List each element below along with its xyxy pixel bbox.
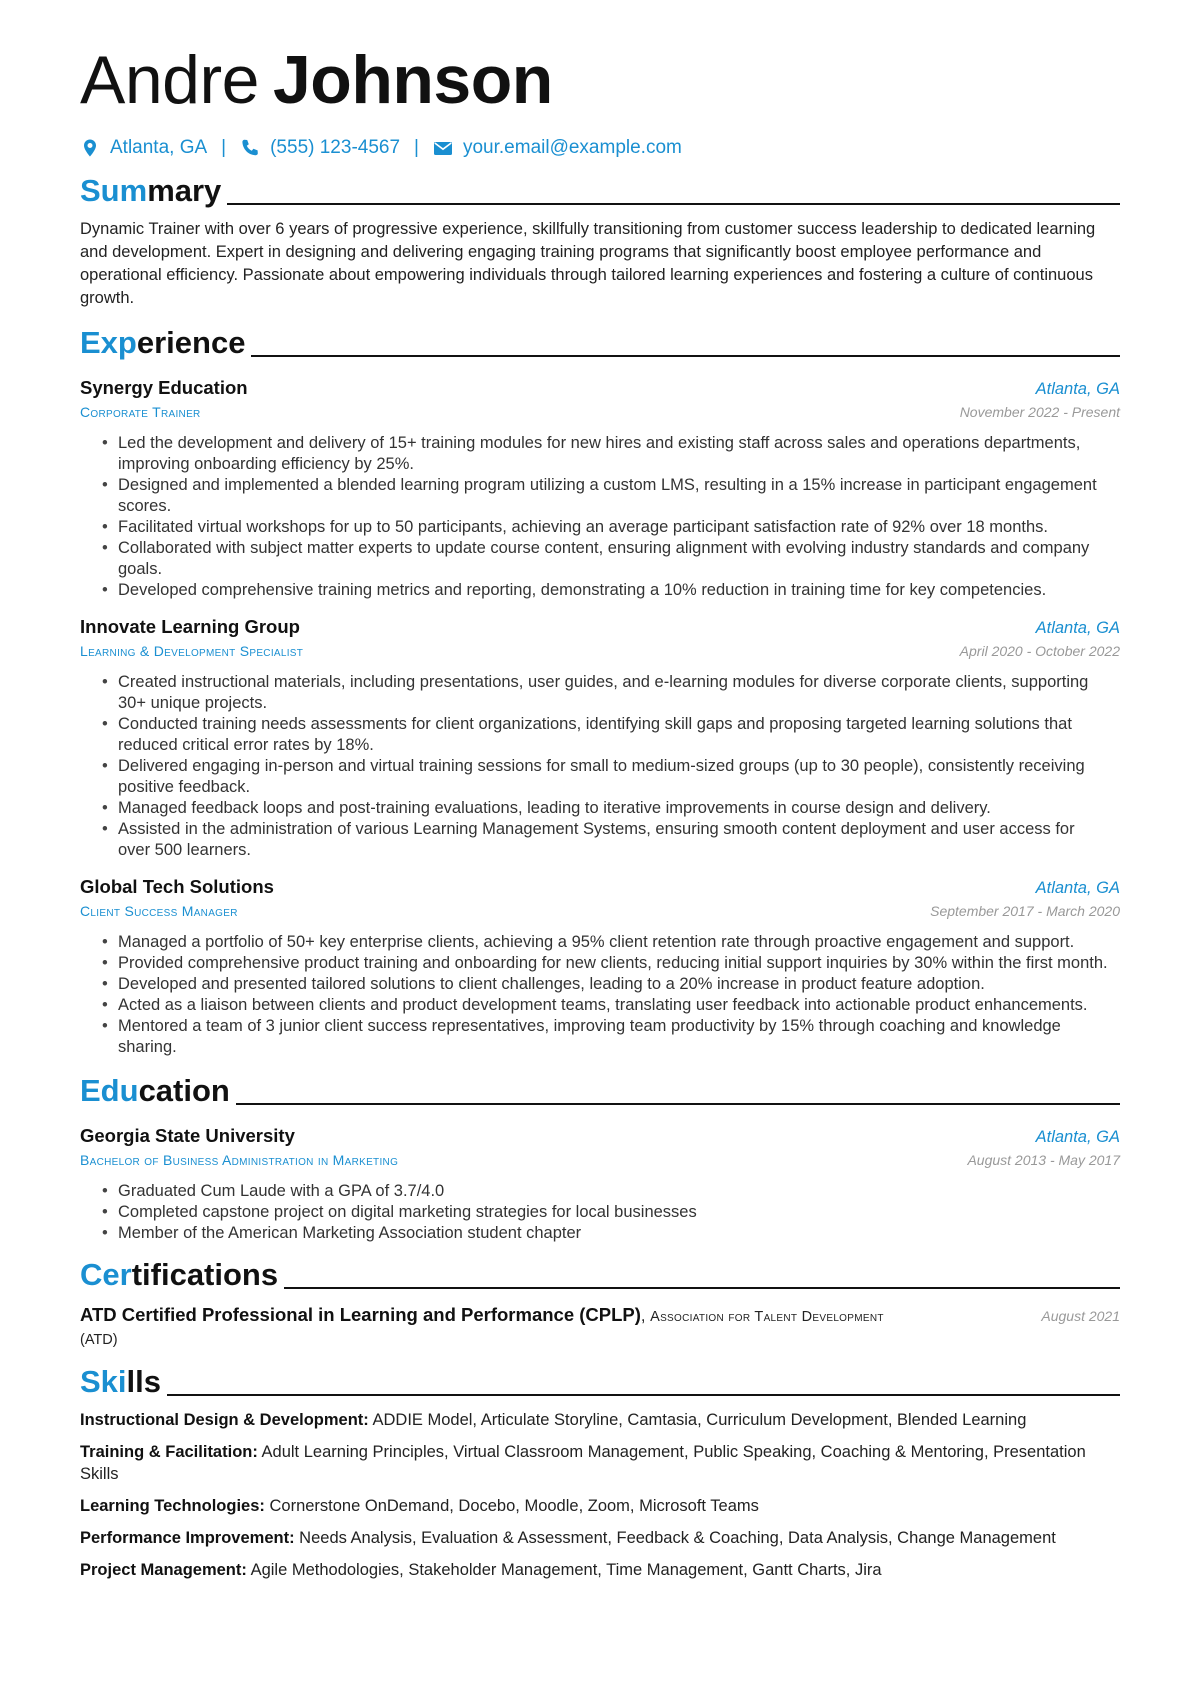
envelope-icon xyxy=(433,138,453,158)
job-title: Client Success Manager xyxy=(80,903,238,919)
job-dates: September 2017 - March 2020 xyxy=(930,903,1120,919)
contact-separator: | xyxy=(414,137,419,158)
skill-category: Training & Facilitation: xyxy=(80,1443,258,1461)
skill-category: Performance Improvement: xyxy=(80,1529,295,1547)
skill-category: Instructional Design & Development: xyxy=(80,1411,369,1429)
contact-email[interactable] xyxy=(433,137,682,159)
location-text: Atlanta, GA xyxy=(110,137,208,158)
contact-location xyxy=(80,137,207,159)
list-item: • Collaborated with subject matter experts to update course content, ensuring alignment with evolving industry standards and company goals. xyxy=(118,538,1120,580)
list-item: • Managed feedback loops and post-training evaluations, leading to iterative improvements in course design and delivery. xyxy=(118,798,1120,819)
candidate-name xyxy=(80,40,1120,120)
list-item: • Graduated Cum Laude with a GPA of 3.7/4.0 xyxy=(118,1181,1120,1202)
job-location: Atlanta, GA xyxy=(1035,380,1120,398)
job-company: Synergy Education xyxy=(80,377,248,398)
list-item: • Developed and presented tailored solutions to client challenges, leading to a 20% increase in product feature adoption. xyxy=(118,974,1120,995)
job-location: Atlanta, GA xyxy=(1035,879,1120,897)
contact-info xyxy=(80,134,1120,162)
list-item: • Facilitated virtual workshops for up to 50 participants, achieving an average participant satisfaction rate of 92% over 18 months. xyxy=(118,517,1120,538)
certifications-heading: Certifications xyxy=(80,1252,1120,1294)
certification-issuer-abbr: (ATD) xyxy=(80,1332,118,1348)
skill-row xyxy=(80,1441,1120,1485)
job-title: Learning & Development Specialist xyxy=(80,643,304,659)
skill-row xyxy=(80,1409,1120,1431)
section-divider xyxy=(167,1394,1120,1396)
list-item: • Member of the American Marketing Association student chapter xyxy=(118,1223,1120,1244)
job-company: Innovate Learning Group xyxy=(80,616,300,637)
phone-icon xyxy=(240,138,260,158)
skill-values: Cornerstone OnDemand, Docebo, Moodle, Zoom, Microsoft Teams xyxy=(269,1497,759,1515)
contact-phone[interactable] xyxy=(240,137,400,159)
list-item: • Provided comprehensive product training and onboarding for new clients, reducing initial support inquiries by 30% within the first month. xyxy=(118,953,1120,974)
certification-entry: ATD Certified Professional in Learning and Performance (CPLP), Association for Talent Development (ATD) August 2021 xyxy=(80,1304,1120,1348)
list-item: • Designed and implemented a blended learning program utilizing a custom LMS, resulting in a 15% increase in participant engagement scores. xyxy=(118,475,1120,517)
job-bullets xyxy=(80,433,1120,601)
list-item: • Led the development and delivery of 15+ training modules for new hires and existing staff across sales and operations departments, improving onboarding efficiency by 25%. xyxy=(118,433,1120,475)
education-heading: Education xyxy=(80,1068,1120,1110)
skill-category: Learning Technologies: xyxy=(80,1497,265,1515)
skill-row xyxy=(80,1495,1120,1517)
education-bullets xyxy=(80,1181,1120,1244)
list-item: • Managed a portfolio of 50+ key enterprise clients, achieving a 95% client retention rate through proactive engagement and support. xyxy=(118,932,1120,953)
job-bullets xyxy=(80,672,1120,861)
list-item: • Completed capstone project on digital marketing strategies for local businesses xyxy=(118,1202,1120,1223)
job-location: Atlanta, GA xyxy=(1035,619,1120,637)
certification-date: August 2021 xyxy=(1041,1308,1120,1324)
map-pin-icon xyxy=(80,138,100,158)
resume-content xyxy=(80,40,1120,1581)
job-entry xyxy=(80,615,1120,861)
job-title: Corporate Trainer xyxy=(80,404,201,420)
section-divider xyxy=(236,1103,1120,1105)
skills-heading: Skills xyxy=(80,1359,1120,1401)
skill-category: Project Management: xyxy=(80,1561,247,1579)
list-item: • Mentored a team of 3 junior client success representatives, improving team productivity by 15% through coaching and knowledge sharing. xyxy=(118,1016,1120,1058)
certification-issuer: Association for Talent Development xyxy=(650,1309,884,1325)
education-entry xyxy=(80,1124,1120,1244)
experience-heading: Experience xyxy=(80,320,1120,362)
contact-separator: | xyxy=(221,137,227,158)
school-location: Atlanta, GA xyxy=(1035,1128,1120,1146)
education-dates: August 2013 - May 2017 xyxy=(967,1152,1120,1168)
email-link[interactable]: your.email@example.com xyxy=(462,137,682,158)
degree-title: Bachelor of Business Administration in Marketing xyxy=(80,1152,399,1168)
list-item: • Conducted training needs assessments for client organizations, identifying skill gaps and proposing targeted learning solutions that reduced critical error rates by 18%. xyxy=(118,714,1120,756)
job-company: Global Tech Solutions xyxy=(80,876,274,897)
job-bullets xyxy=(80,932,1120,1058)
phone-text: (555) 123-4567 xyxy=(270,137,401,158)
skill-values: Needs Analysis, Evaluation & Assessment, Feedback & Coaching, Data Analysis, Change Management xyxy=(299,1529,1056,1547)
job-entry xyxy=(80,875,1120,1058)
section-divider xyxy=(251,355,1120,357)
skill-values: ADDIE Model, Articulate Storyline, Camtasia, Curriculum Development, Blended Learning xyxy=(372,1411,1027,1429)
first-name: Andre xyxy=(80,42,259,118)
list-item: • Assisted in the administration of various Learning Management Systems, ensuring smooth content deployment and user access for over 500 learners. xyxy=(118,819,1120,861)
job-dates: April 2020 - October 2022 xyxy=(959,643,1120,659)
list-item: • Acted as a liaison between clients and product development teams, translating user feedback into actionable product enhancements. xyxy=(118,995,1120,1016)
job-entry xyxy=(80,376,1120,601)
skill-values: Agile Methodologies, Stakeholder Management, Time Management, Gantt Charts, Jira xyxy=(250,1561,882,1579)
skill-row xyxy=(80,1559,1120,1581)
list-item: • Developed comprehensive training metrics and reporting, demonstrating a 10% reduction in training time for key competencies. xyxy=(118,580,1120,601)
summary-text: Dynamic Trainer with over 6 years of progressive experience, skillfully transitioning from customer success leadership to dedicated learning and development. Expert in designing and delivering engaging training programs that significantly boost employee performance and operational efficiency. Passionate about empowering individuals through tailored learning experiences and fostering a culture of continuous growth. xyxy=(80,220,1096,307)
last-name: Johnson xyxy=(272,42,553,118)
section-divider xyxy=(284,1287,1120,1289)
section-divider xyxy=(227,203,1120,205)
skill-row xyxy=(80,1527,1120,1549)
summary-heading: Summary xyxy=(80,168,1120,210)
school-name: Georgia State University xyxy=(80,1125,295,1146)
job-dates: November 2022 - Present xyxy=(959,404,1120,420)
skill-values: Adult Learning Principles, Virtual Classroom Management, Public Speaking, Coaching & Mentoring, Presentation Skills xyxy=(80,1443,1086,1483)
list-item: • Created instructional materials, including presentations, user guides, and e-learning modules for diverse corporate clients, supporting 30+ unique projects. xyxy=(118,672,1120,714)
certification-name: ATD Certified Professional in Learning and Performance (CPLP) xyxy=(80,1304,641,1325)
list-item: • Delivered engaging in-person and virtual training sessions for small to medium-sized groups (up to 30 people), consistently receiving positive feedback. xyxy=(118,756,1120,798)
